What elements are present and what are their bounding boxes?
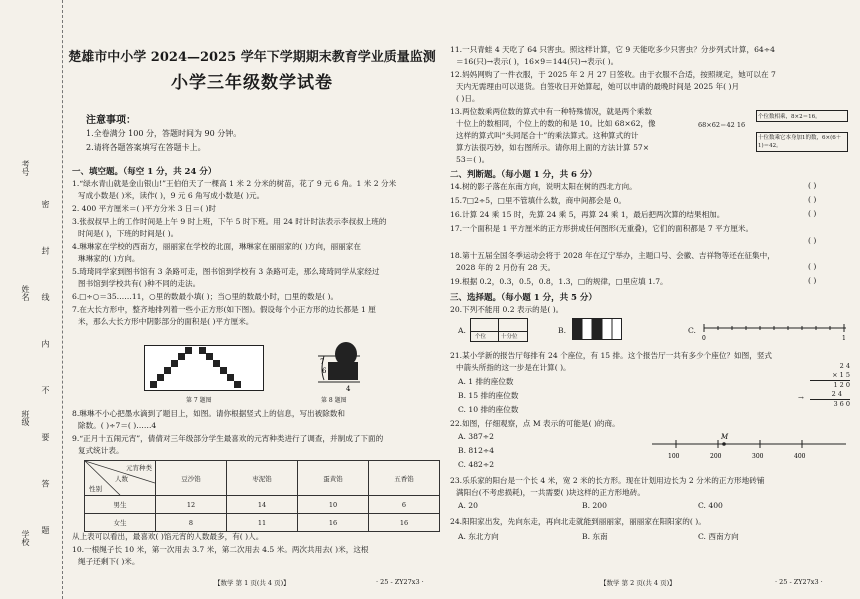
question-11-line-2: ＝16(只)→表示( )，16×9＝144(只)→表示( )。 bbox=[456, 57, 619, 66]
page-two bbox=[450, 0, 854, 599]
number-line-hundreds bbox=[646, 432, 850, 462]
question-4-line-1: 4.琳琳家在学校的西南方，丽丽家在学校的北面，琳琳家在丽丽家的( )方向，丽丽家在 bbox=[72, 242, 361, 251]
choice-21-line-1: 21.某小学新的报告厅每排有 24 个座位，有 15 排。这个报告厅一共有多少个座位？如图，竖式 bbox=[450, 351, 773, 360]
question-2: 2. 400 平方厘米＝( )平方分米 3 日＝( )时 bbox=[72, 204, 217, 213]
figure-13-formula: 68×62＝42 16 bbox=[698, 121, 746, 129]
choice-20: 20.下列不能用 0.2 表示的是( )。 bbox=[450, 305, 564, 314]
calc-line: 1 2 0 bbox=[833, 381, 850, 389]
notice-heading: 注意事项： bbox=[86, 115, 136, 126]
table-cell: 12 bbox=[156, 496, 227, 514]
place-value-label: 十分位 bbox=[501, 334, 518, 340]
question-13-line-1: 13.两位数乘两位数的算式中有一种特殊情况，就是两个乘数 bbox=[450, 107, 652, 116]
page-footer-right: 【数学 第 2 页(共 4 页)】 bbox=[600, 579, 676, 587]
table-cell: 14 bbox=[227, 496, 298, 514]
question-9-line-1: 9.“正月十五闹元宵”，倩倩对三年级部分学生最喜欢的元宵种类进行了调查，并制成了下面的 bbox=[72, 434, 384, 443]
choice-21-option-a: A. 1 排的座位数 bbox=[458, 377, 514, 386]
question-11-line-1: 11.一只青蛙 4 天吃了 64 只害虫。照这样计算，它 9 天能吃多少只害虫？分步列式计算，64÷4 bbox=[450, 45, 775, 54]
choice-22: 22.如图，仔细观察，点 M 表示的可能是( )的商。 bbox=[450, 419, 620, 428]
choice-23-line-1: 23.乐乐家的阳台是一个长 4 米，宽 2 米的长方形。现在计划用边长为 2 分米的正方形地砖铺 bbox=[450, 476, 765, 485]
judgement-19: 19.根据 0.2，0.3，0.5，0.8，1.3，□的规律，□里应填 1.7。 bbox=[450, 277, 668, 286]
figure-13-box-ones: 个位数相乘，8×2＝16。 bbox=[756, 110, 848, 122]
choice-20-option-b: B. bbox=[558, 326, 566, 335]
seal-line-text: 密 封 线 内 不 要 答 题 bbox=[41, 200, 50, 552]
answer-paren: ( ) bbox=[808, 209, 817, 218]
choice-24-option-a: A. 东北方向 bbox=[458, 532, 499, 541]
choice-21-line-2: 中箭头所指的这一步是在计算( )。 bbox=[456, 363, 571, 372]
choice-20-option-a: A. bbox=[458, 326, 466, 335]
choice-23-line-2: 满阳台(不考虑损耗)，一共需要( )块这样的正方形地砖。 bbox=[456, 488, 645, 497]
figure-8-label: 4 bbox=[346, 385, 351, 393]
number-line-label: 0 bbox=[702, 335, 706, 342]
question-4-line-2: 琳琳家的( )方向。 bbox=[78, 254, 140, 263]
question-13-line-3: 这样的算式叫“头同尾合十”的乘法算式。这种算式的计 bbox=[456, 131, 639, 140]
question-13-line-5: 53＝( )。 bbox=[456, 155, 490, 164]
question-10-line-1: 10.一根绳子长 10 米，第一次用去 3.7 米，第二次用去 4.5 米。两次共用去( )米，这根 bbox=[72, 545, 369, 554]
question-12-line-2: 天内无需理由可以退货。自签收日开始算起，她可以申请的最晚时间是 2025 年( )月 bbox=[456, 82, 740, 91]
page-footer-code: · 25 - ZY27x3 · bbox=[775, 578, 823, 586]
answer-paren: ( ) bbox=[808, 276, 817, 285]
exam-subtitle: 小学三年级数学试卷 bbox=[171, 73, 333, 93]
binding-margin bbox=[0, 0, 63, 599]
page-one bbox=[64, 0, 440, 599]
judgement-18-line-2: 2028 年的 2 月份有 28 天。 bbox=[456, 263, 556, 272]
judgement-16: 16.计算 24 乘 15 时，先算 24 乘 5，再算 24 乘 1，最后把两次算的结果相加。 bbox=[450, 210, 725, 219]
table-header: 枣泥馅 bbox=[227, 461, 298, 496]
notice-item: 1.全卷满分 100 分，答题时间为 90 分钟。 bbox=[86, 129, 242, 138]
question-8-line-1: 8.琳琳不小心把墨水滴到了题目上，如图。请你根据竖式上的信息，写出被除数和 bbox=[72, 409, 346, 418]
question-7-line-2: 米，那么大长方形中阴影部分的面积是( )平方厘米。 bbox=[78, 317, 254, 326]
page-footer-code: · 25 - ZY27x3 · bbox=[376, 578, 424, 586]
vertical-multiplication bbox=[810, 362, 850, 418]
calc-line: × 1 5 bbox=[810, 371, 850, 381]
table-cell: 6 bbox=[369, 496, 440, 514]
figure-8-label: 6 bbox=[322, 367, 327, 375]
row-label: 男生 bbox=[85, 496, 156, 514]
table-row bbox=[85, 496, 440, 514]
question-6: 6.□÷○＝35……11，○里的数最小填( )；当○里的数最小时，□里的数是( )。 bbox=[72, 292, 339, 301]
section-judgement: 二、判断题。（每小题 1 分，共 6 分） bbox=[450, 170, 597, 180]
question-3-line-1: 3.张叔叔早上的工作时间是上午 9 时上班，下午 5 时下班。用 24 时计时法表示李叔叔上班的 bbox=[72, 217, 387, 226]
answer-paren: ( ) bbox=[808, 262, 817, 271]
figure-8-caption: 第 8 题图 bbox=[321, 397, 347, 404]
figure-8-ink-division bbox=[314, 340, 362, 394]
tick-label: 200 bbox=[710, 453, 722, 460]
question-1-line-2: 写成小数是( )米，读作( )，9 元 6 角写成小数是( )元。 bbox=[78, 191, 265, 200]
number-line-0-1 bbox=[700, 318, 850, 342]
tick-label: 100 bbox=[668, 453, 680, 460]
point-m-label: M bbox=[721, 433, 729, 441]
question-5-line-2: 图书馆到学校共有( )种不同的走法。 bbox=[78, 279, 201, 288]
calc-line: 3 6 0 bbox=[833, 400, 850, 408]
question-7-line-1: 7.在大长方形中，整齐地排列着一些小正方形(如下图)。假设每个小正方形的边长都是 1 厘 bbox=[72, 305, 376, 314]
exam-number-label: 考号 bbox=[21, 160, 30, 176]
page-footer-left: 【数学 第 1 页(共 4 页)】 bbox=[214, 579, 290, 587]
question-12-line-1: 12.妈妈网购了一件衣服，于 2025 年 2 月 27 日签收。由于衣服不合适，按照规定，她可以在 7 bbox=[450, 70, 776, 79]
question-9-line-3: 从上表可以看出，最喜欢( )馅元宵的人数最多，有( )人。 bbox=[72, 532, 264, 541]
choice-22-option-a: A. 387÷2 bbox=[458, 432, 494, 441]
choice-21-option-c: C. 10 排的座位数 bbox=[458, 405, 519, 414]
calc-line: 2 4 bbox=[839, 362, 850, 370]
answer-paren: ( ) bbox=[808, 181, 817, 190]
class-label: 班级 bbox=[21, 410, 30, 426]
name-label: 姓名 bbox=[21, 285, 30, 301]
corner-label-gender: 性别 bbox=[89, 485, 102, 493]
figure-13-box-tens: 十位数乘它本身加1的数，6×(6＋1)＝42。 bbox=[756, 132, 848, 152]
choice-22-option-b: B. 812÷4 bbox=[458, 446, 495, 455]
place-value-chart bbox=[470, 318, 528, 342]
figure-7-caption: 第 7 题图 bbox=[186, 397, 212, 404]
corner-label-type: 元宵种类 bbox=[126, 464, 152, 472]
table-header: 蛋黄馅 bbox=[298, 461, 369, 496]
question-12-line-3: ( )日。 bbox=[456, 94, 480, 103]
figure-13-method bbox=[698, 106, 848, 158]
tick-label: 400 bbox=[794, 453, 806, 460]
tick-label: 300 bbox=[752, 453, 764, 460]
choice-23-option-c: C. 400 bbox=[698, 501, 723, 510]
question-13-line-4: 算方法很巧妙，如右图所示。请你用上面的方法计算 57× bbox=[456, 143, 650, 152]
figure-8-label: 7 bbox=[320, 358, 325, 366]
table-corner-cell bbox=[85, 461, 156, 496]
judgement-17: 17.一个面积是 1 平方厘米的正方形拼成任何图形(无重叠)，它们的面积都是 7 平方厘米。 bbox=[450, 224, 754, 233]
question-9-line-2: 复式统计表。 bbox=[78, 446, 124, 455]
choice-20-option-c: C. bbox=[688, 326, 696, 335]
table-header: 五香馅 bbox=[369, 461, 440, 496]
shaded-rectangles bbox=[572, 318, 622, 340]
section-choice: 三、选择题。（每小题 1 分，共 5 分） bbox=[450, 293, 597, 303]
question-13-line-2: 十位上的数相同，个位上的数的和是 10。比如 68×62，像 bbox=[456, 119, 656, 128]
judgement-14: 14.树的影子落在东南方向，说明太阳在树的西北方向。 bbox=[450, 182, 637, 191]
table-cell: 11 bbox=[227, 514, 298, 532]
exam-title: 楚雄市中小学 2024—2025 学年下学期期末教育学业质量监测 bbox=[68, 50, 436, 65]
choice-23-option-a: A. 20 bbox=[458, 501, 478, 510]
choice-22-option-c: C. 482÷2 bbox=[458, 460, 495, 469]
corner-label-count: 人数 bbox=[115, 475, 128, 483]
question-8-line-2: 除数。( )÷7＝( )……4 bbox=[78, 421, 157, 430]
arrow-icon: → bbox=[798, 394, 804, 402]
question-5-line-1: 5.琦琦同学家到图书馆有 3 条路可走，图书馆到学校有 3 条路可走，那么琦琦同学从家经过 bbox=[72, 267, 380, 276]
choice-24-option-b: B. 东南 bbox=[582, 532, 608, 541]
figure-7-staircase bbox=[144, 345, 264, 391]
table-cell: 8 bbox=[156, 514, 227, 532]
place-value-label: 个位 bbox=[475, 334, 487, 340]
school-label: 学校 bbox=[21, 530, 30, 546]
question-3-line-2: 时间是( )，下班的时间是( )。 bbox=[78, 229, 179, 238]
choice-24-option-c: C. 西南方向 bbox=[698, 532, 739, 541]
answer-paren: ( ) bbox=[808, 195, 817, 204]
row-label: 女生 bbox=[85, 514, 156, 532]
choice-21-option-b: B. 15 排的座位数 bbox=[458, 391, 519, 400]
question-1-line-1: 1.“绿水青山就是金山银山!”王伯伯天了一棵高 1 米 2 分米的树苗，花了 9 元 6 角。1 米 2 分米 bbox=[72, 179, 397, 188]
table-cell: 16 bbox=[298, 514, 369, 532]
calc-line: 2 4 bbox=[810, 390, 850, 400]
choice-24: 24.阳阳家出发，先向东走，再向北走就能到丽丽家，丽丽家在阳阳家的( )。 bbox=[450, 517, 706, 526]
judgement-18-line-1: 18.第十五届全国冬季运动会将于 2028 年在辽宁举办，主题口号、会徽、吉祥物等还在征集中， bbox=[450, 251, 775, 260]
number-line-label: 1 bbox=[842, 335, 846, 342]
table-cell: 16 bbox=[369, 514, 440, 532]
judgement-15: 15.7□2÷5，□里不管填什么数，商中间都会是 0。 bbox=[450, 196, 627, 205]
statistics-table bbox=[84, 460, 440, 532]
table-header: 豆沙馅 bbox=[156, 461, 227, 496]
question-10-line-2: 绳子还剩下( )米。 bbox=[78, 557, 140, 566]
table-row bbox=[85, 514, 440, 532]
choice-23-option-b: B. 200 bbox=[582, 501, 607, 510]
section-fill-blank: 一、填空题。（每空 1 分，共 24 分） bbox=[72, 167, 217, 177]
table-cell: 10 bbox=[298, 496, 369, 514]
notice-item: 2.请将各题答案填写在答题卡上。 bbox=[86, 143, 206, 152]
answer-paren: ( ) bbox=[808, 236, 817, 245]
